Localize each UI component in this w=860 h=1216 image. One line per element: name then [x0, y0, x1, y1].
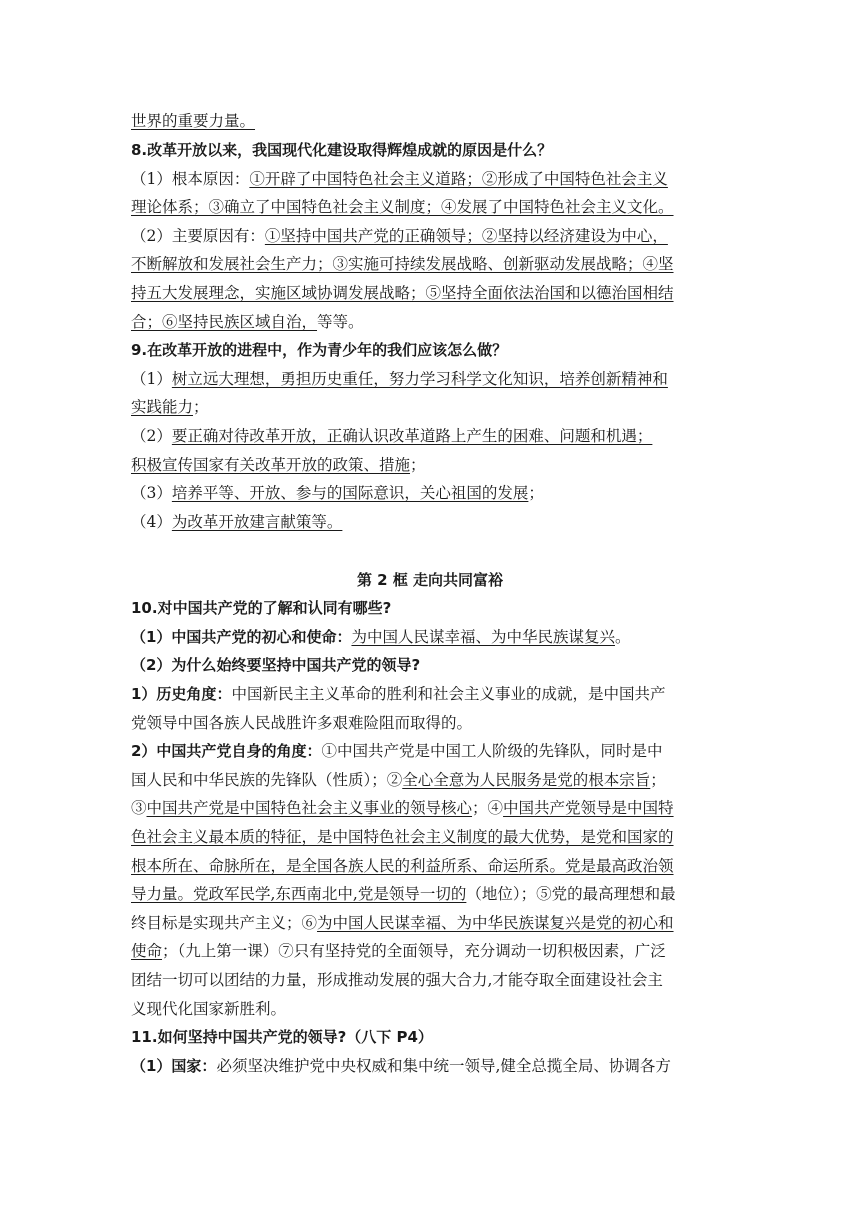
- text-segment: ；: [410, 456, 426, 474]
- text-segment: 义现代化国家新胜利。: [131, 1000, 287, 1018]
- underlined-text: 色社会主义最本质的特征，是中国特色社会主义制度的最大优势，是党和国家的: [131, 828, 674, 846]
- text-segment: （2）: [131, 427, 172, 445]
- question-heading: [131, 137, 733, 163]
- text-segment: （1）根本原因：: [131, 170, 250, 188]
- text-segment: 2）中国共产党自身的角度：: [131, 742, 322, 760]
- section-title: [0, 567, 860, 593]
- text-segment: 10.对中国共产党的了解和认同有哪些?: [131, 599, 392, 617]
- underlined-text: 世界的重要力量。: [131, 112, 256, 130]
- underlined-text: 合；⑥坚持民族区域自治，: [131, 313, 318, 331]
- text-line: [131, 366, 733, 392]
- text-segment: 第 2 框 走向共同富裕: [356, 571, 504, 589]
- text-line: [131, 681, 733, 707]
- text-segment: 11.如何坚持中国共产党的领导?（八下 P4）: [131, 1028, 433, 1046]
- underlined-text: 使命: [131, 942, 163, 960]
- text-segment: 1）历史角度：: [131, 685, 232, 703]
- text-segment: ；（九上第一课）⑦只有坚持党的全面领导，充分调动一切积极因素，广泛: [162, 942, 666, 960]
- text-segment: （地位）；⑤党的最高理想和最: [466, 885, 676, 903]
- text-line: [131, 710, 733, 736]
- text-line: [131, 652, 733, 678]
- underlined-text: 全心全意为人民服务是党的根本宗旨: [402, 771, 651, 789]
- underlined-text: 导力量。党政军民学,东西南北中,党是领导一切的: [131, 885, 467, 903]
- text-line: [131, 166, 733, 192]
- question-heading: [131, 1024, 733, 1050]
- underlined-text: 为改革开放建言献策等。: [171, 513, 343, 531]
- text-line: [131, 108, 733, 134]
- text-segment: ；: [528, 484, 544, 502]
- underlined-text: 中国共产党是中国特色社会主义事业的领导核心: [146, 799, 473, 817]
- text-line: [131, 938, 733, 964]
- text-line: [131, 996, 733, 1022]
- text-line: [131, 223, 733, 249]
- text-segment: 9.在改革开放的进程中，作为青少年的我们应该怎么做？: [131, 341, 508, 359]
- text-segment: （3）: [131, 484, 172, 502]
- text-line: [131, 881, 733, 907]
- text-segment: （1）: [131, 370, 172, 388]
- text-line: [131, 853, 733, 879]
- text-segment: 团结一切可以团结的力量，形成推动发展的强大合力,才能夺取全面建设社会主: [131, 971, 663, 989]
- text-segment: （1）国家：: [131, 1057, 217, 1075]
- question-heading: [131, 337, 733, 363]
- text-line: [131, 509, 733, 535]
- text-line: [131, 452, 733, 478]
- text-segment: 等等。: [317, 313, 364, 331]
- underlined-text: ①坚持中国共产党的正确领导；②坚持以经济建设为中心，: [264, 227, 668, 245]
- text-segment: 8.改革开放以来，我国现代化建设取得辉煌成就的原因是什么？: [131, 141, 553, 159]
- underlined-text: 为中国人民谋幸福、为中华民族谋复兴: [351, 628, 615, 646]
- text-line: [131, 824, 733, 850]
- text-line: [131, 309, 733, 335]
- text-line: [131, 624, 733, 650]
- text-segment: 国人民和中华民族的先锋队（性质）；②: [131, 771, 403, 789]
- question-heading: [131, 595, 733, 621]
- text-line: [131, 795, 733, 821]
- text-segment: （2）主要原因有：: [131, 227, 265, 245]
- text-segment: 党领导中国各族人民战胜许多艰难险阻而取得的。: [131, 714, 473, 732]
- text-line: [131, 738, 733, 764]
- underlined-text: 为中国人民谋幸福、为中华民族谋复兴是党的初心和: [317, 914, 674, 932]
- text-segment: 中国新民主主义革命的胜利和社会主义事业的成就，是中国共产: [231, 685, 666, 703]
- text-line: [131, 394, 733, 420]
- underlined-text: 要正确对待改革开放，正确认识改革道路上产生的困难、问题和机遇；: [171, 427, 653, 445]
- text-line: [131, 1053, 733, 1079]
- text-segment: ①中国共产党是中国工人阶级的先锋队，同时是中: [321, 742, 663, 760]
- text-segment: 。: [614, 628, 631, 646]
- text-line: [131, 251, 733, 277]
- text-segment: ；: [650, 771, 666, 789]
- text-line: [131, 538, 733, 564]
- underlined-text: 积极宣传国家有关改革开放的政策、措施: [131, 456, 411, 474]
- underlined-text: 实践能力: [131, 398, 194, 416]
- underlined-text: 持五大发展理念，实施区域协调发展战略；⑤坚持全面依法治国和以德治国相结: [131, 284, 674, 302]
- text-line: [131, 280, 733, 306]
- underlined-text: 不断解放和发展社会生产力；③实施可持续发展战略、创新驱动发展战略；④坚: [131, 255, 674, 273]
- underlined-text: 根本所在、命脉所在，是全国各族人民的利益所系、命运所系。党是最高政治领: [131, 857, 674, 875]
- underlined-text: 理论体系；③确立了中国特色社会主义制度；④发展了中国特色社会主义文化。: [131, 198, 674, 216]
- underlined-text: ①开辟了中国特色社会主义道路；②形成了中国特色社会主义: [249, 170, 668, 188]
- text-line: [131, 910, 733, 936]
- text-segment: ；: [193, 398, 209, 416]
- underlined-text: 培养平等、开放、参与的国际意识，关心祖国的发展: [171, 484, 529, 502]
- text-segment: 终目标是实现共产主义；⑥: [131, 914, 318, 932]
- underlined-text: 树立远大理想，勇担历史重任，努力学习科学文化知识，培养创新精神和: [171, 370, 668, 388]
- text-segment: ③: [131, 799, 147, 817]
- text-segment: （4）: [131, 513, 172, 531]
- text-segment: （2）为什么始终要坚持中国共产党的领导?: [131, 656, 421, 674]
- text-segment: ；④: [472, 799, 504, 817]
- text-segment: 必须坚决维护党中央权威和集中统一领导,健全总揽全局、协调各方: [216, 1057, 671, 1075]
- text-line: [131, 767, 733, 793]
- text-line: [131, 423, 733, 449]
- text-line: [131, 967, 733, 993]
- text-line: [131, 194, 733, 220]
- underlined-text: 中国共产党领导是中国特: [503, 799, 674, 817]
- text-line: [131, 480, 733, 506]
- text-segment: （1）中国共产党的初心和使命：: [131, 628, 352, 646]
